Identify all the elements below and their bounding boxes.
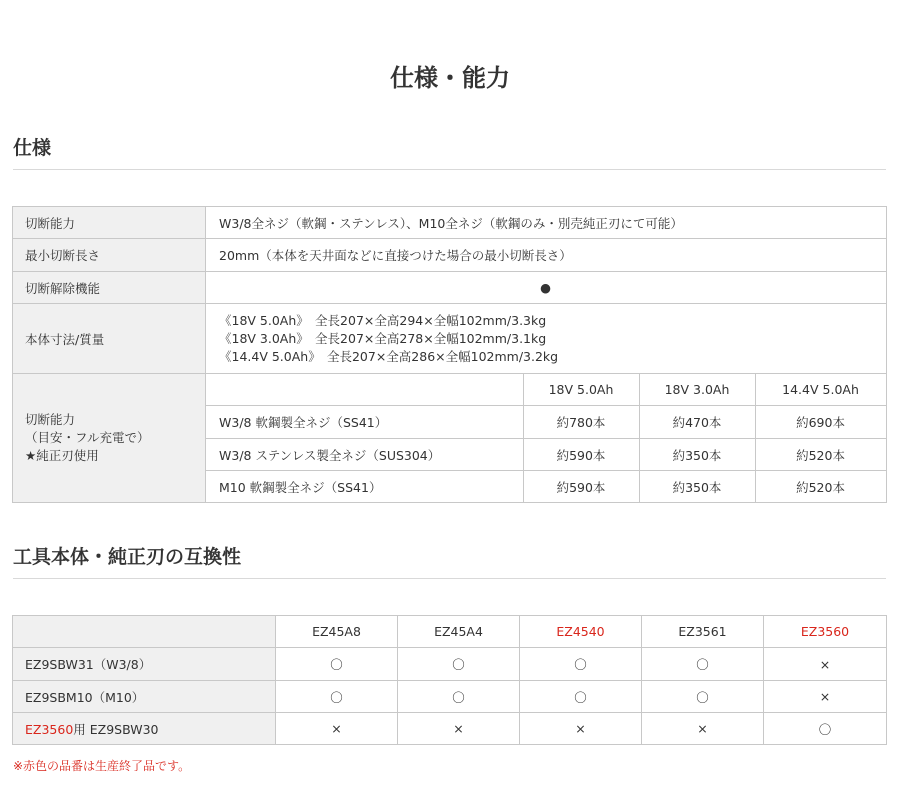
capacity-value: 約690本 (756, 406, 887, 439)
compat-col-header: EZ3561 (642, 616, 764, 648)
dimensions-line: 《14.4V 5.0Ah》 全長207×全高286×全幅102mm/3.2kg (219, 348, 559, 364)
compat-row-label-discontinued: EZ3560 (25, 721, 74, 737)
compat-mark: 〇 (398, 681, 520, 713)
compat-mark: × (764, 681, 887, 713)
spec-row (13, 239, 887, 272)
compat-heading: 工具本体・純正刃の互換性 (13, 546, 242, 568)
spec-heading: 仕様 (13, 137, 52, 159)
capacity-label-line: ★純正刃使用 (25, 448, 99, 463)
spec-row (13, 207, 887, 239)
capacity-value: 約350本 (640, 439, 756, 471)
spec-row (13, 272, 887, 304)
capacity-label-line: （目安・フル充電で） (25, 430, 150, 445)
spec-label: 切断解除機能 (13, 272, 206, 304)
compat-mark: 〇 (764, 713, 887, 745)
compat-col-header-discontinued: EZ3560 (764, 616, 887, 648)
spec-label: 切断能力 (13, 207, 206, 239)
compat-col-header: EZ45A4 (398, 616, 520, 648)
capacity-value: 約470本 (640, 406, 756, 439)
compat-row (13, 713, 887, 745)
compat-mark: × (642, 713, 764, 745)
capacity-row-name: M10 軟鋼製全ネジ（SS41） (206, 471, 524, 503)
compat-mark: × (764, 648, 887, 681)
capacity-row-name: W3/8 軟鋼製全ネジ（SS41） (206, 406, 524, 439)
spec-value: 20mm（本体を天井面などに直接つけた場合の最小切断長さ） (206, 239, 887, 272)
dimensions-line: 《18V 3.0Ah》 全長207×全高278×全幅102mm/3.1kg (219, 330, 547, 346)
page-title: 仕様・能力 (390, 64, 510, 92)
compat-row (13, 648, 887, 681)
spec-label: 本体寸法/質量 (13, 304, 206, 374)
compat-mark: × (276, 713, 398, 745)
compat-row (13, 681, 887, 713)
spec-value-dot: ● (206, 272, 887, 304)
compat-corner (13, 616, 276, 648)
compat-mark: 〇 (520, 648, 642, 681)
spec-label: 最小切断長さ (13, 239, 206, 272)
capacity-col-header: 18V 3.0Ah (640, 374, 756, 406)
compat-divider (13, 578, 886, 579)
spec-table (12, 206, 887, 503)
capacity-value: 約350本 (640, 471, 756, 503)
dimensions-value (206, 304, 887, 374)
compat-mark: 〇 (398, 648, 520, 681)
capacity-header-blank (206, 374, 524, 406)
compat-mark: 〇 (276, 681, 398, 713)
compat-row-label-text: 用 EZ9SBW30 (73, 721, 159, 737)
compat-row-label: EZ9SBM10（M10） (13, 681, 276, 713)
capacity-header-row (13, 374, 887, 406)
compat-header-row (13, 616, 887, 648)
compat-col-header: EZ45A8 (276, 616, 398, 648)
compat-mark: 〇 (520, 681, 642, 713)
compat-mark: × (520, 713, 642, 745)
compat-mark: × (398, 713, 520, 745)
capacity-value: 約520本 (756, 439, 887, 471)
capacity-value: 約520本 (756, 471, 887, 503)
capacity-label-line: 切断能力 (25, 412, 76, 427)
spec-value: W3/8全ネジ（軟鋼・ステンレス）、M10全ネジ（軟鋼のみ・別売純正刃にて可能） (206, 207, 887, 239)
capacity-value: 約590本 (524, 439, 640, 471)
dimensions-line: 《18V 5.0Ah》 全長207×全高294×全幅102mm/3.3kg (219, 312, 547, 328)
spec-divider (13, 169, 886, 170)
spec-row-dimensions (13, 304, 887, 374)
compat-col-header-discontinued: EZ4540 (520, 616, 642, 648)
compat-mark: 〇 (276, 648, 398, 681)
capacity-col-header: 14.4V 5.0Ah (756, 374, 887, 406)
capacity-value: 約590本 (524, 471, 640, 503)
compat-row-label (13, 713, 276, 745)
discontinued-note: ※赤色の品番は生産終了品です。 (13, 759, 191, 773)
compat-table (12, 615, 887, 745)
capacity-label (13, 374, 206, 503)
compat-row-label: EZ9SBW31（W3/8） (13, 648, 276, 681)
capacity-col-header: 18V 5.0Ah (524, 374, 640, 406)
capacity-row-name: W3/8 ステンレス製全ネジ（SUS304） (206, 439, 524, 471)
compat-mark: 〇 (642, 681, 764, 713)
compat-mark: 〇 (642, 648, 764, 681)
capacity-value: 約780本 (524, 406, 640, 439)
